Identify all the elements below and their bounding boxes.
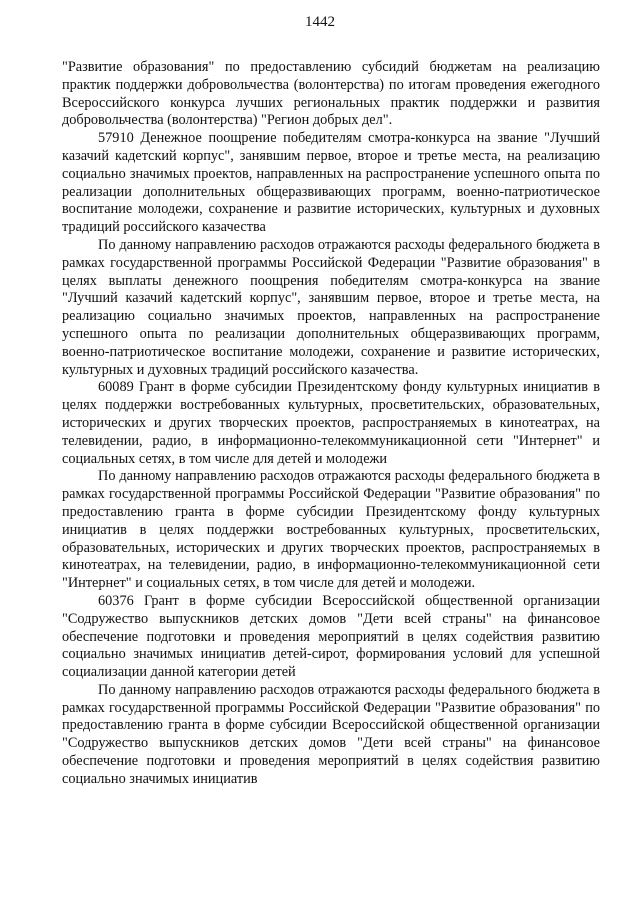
- paragraph-continuation: "Развитие образования" по предоставлению субсидий бюджетам на реализацию практик поддержки добровольчества (волонтерства) по итогам проведения ежегодного Всероссийского конкурса лучших региональных практик поддержки и развития добровольчества (волонтерства) "Регион добрых дел".: [62, 59, 600, 129]
- paragraph-57910-heading: 57910 Денежное поощрение победителям смотра-конкурса на звание "Лучший казачий кадетский корпус", занявшим первое, второе и третье места, на реализацию социально значимых проектов, направленных на распространение успешного опыта по реализации дополнительных общеразвивающих программ, военно-патриотическое воспитание молодежи, сохранение и развитие исторических, культурных и духовных традиций российского казачества: [62, 130, 600, 236]
- paragraph-60376-heading: 60376 Грант в форме субсидии Всероссийской общественной организации "Содружество выпускников детских домов "Дети всей страны" на финансовое обеспечение подготовки и проведения мероприятий в целях содействия развитию социально значимых инициатив детей-сирот, формирования условий для успешной социализации данной категории детей: [62, 592, 600, 681]
- paragraph-60376-description: По данному направлению расходов отражаются расходы федерального бюджета в рамках государственной программы Российской Федерации "Развитие образования" по предоставлению гранта в форме субсидии Всероссийской общественной организации "Содружество выпускников детских домов "Дети всей страны" на финансовое обеспечение подготовки и проведения мероприятий в целях содействия развитию социально значимых инициатив: [62, 681, 600, 787]
- page-number: 1442: [305, 14, 335, 30]
- paragraph-60089-description: По данному направлению расходов отражаются расходы федерального бюджета в рамках государственной программы Российской Федерации "Развитие образования" по предоставлению гранта в форме субсидии Президентскому фонду культурных инициатив в целях поддержки востребованных культурных, просветительских, образовательных, исторических и других творческих проектов, распространяемых в кинотеатрах, на телевидении, радио, в информационно-телекоммуникационной сети "Интернет" и социальных сетях, в том числе для детей и молодежи.: [62, 468, 600, 592]
- document-body: [62, 59, 600, 789]
- paragraph-57910-description: По данному направлению расходов отражаются расходы федерального бюджета в рамках государственной программы Российской Федерации "Развитие образования" в целях выплаты денежного поощрения победителям смотра-конкурса на звание "Лучший казачий кадетский корпус", занявшим первое, второе и третье места, на реализацию социально значимых проектов, направленных на распространение успешного опыта по реализации дополнительных общеразвивающих программ, военно-патриотическое воспитание молодежи, сохранение и развитие исторических, культурных и духовных традиций российского казачества.: [62, 236, 600, 378]
- paragraph-60089-heading: 60089 Грант в форме субсидии Президентскому фонду культурных инициатив в целях поддержки востребованных культурных, просветительских, образовательных, исторических и других творческих проектов, распространяемых в кинотеатрах, на телевидении, радио, в информационно-телекоммуникационной сети "Интернет" и социальных сетях, в том числе для детей и молодежи: [62, 379, 600, 467]
